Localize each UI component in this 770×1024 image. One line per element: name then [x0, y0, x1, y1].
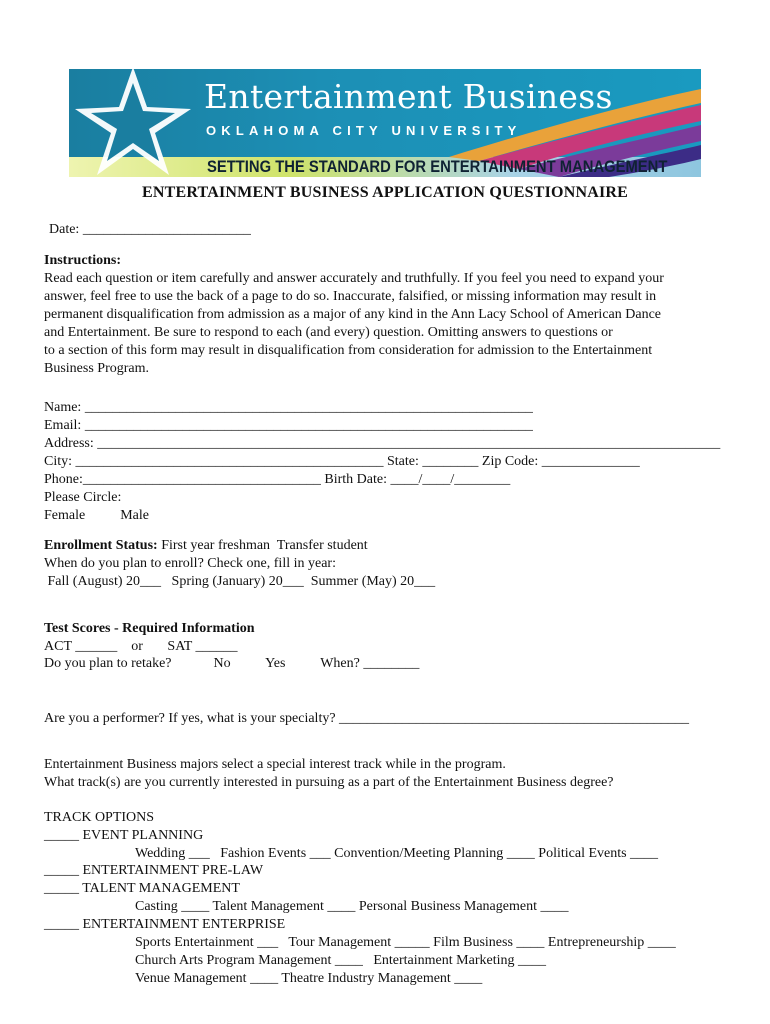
tracks-intro-line: What track(s) are you currently interested in pursuing as a part of the Entertainment Business degree?: [44, 775, 614, 790]
instructions-line: Business Program.: [44, 361, 149, 376]
track-enterprise-suboptions[interactable]: Sports Entertainment ___ Tour Management _____ Film Business ____ Entrepreneurship ____: [135, 935, 676, 950]
instructions-line: Read each question or item carefully and answer accurately and truthfully. If you feel you need to expand your: [44, 271, 664, 286]
instructions-line: and Entertainment. Be sure to respond to each (and every) question. Omitting answers to questions or: [44, 325, 613, 340]
track-entertainment-prelaw[interactable]: _____ ENTERTAINMENT PRE-LAW: [44, 863, 264, 878]
track-options-heading: TRACK OPTIONS: [44, 810, 155, 825]
track-talent-suboptions[interactable]: Casting ____ Talent Management ____ Personal Business Management ____: [135, 899, 569, 914]
track-event-planning[interactable]: _____ EVENT PLANNING: [44, 828, 204, 843]
instructions-heading: Instructions:: [44, 253, 122, 268]
track-entertainment-enterprise[interactable]: _____ ENTERTAINMENT ENTERPRISE: [44, 917, 286, 932]
enrollment-status-row[interactable]: [44, 537, 368, 555]
enroll-term-options[interactable]: Fall (August) 20___ Spring (January) 20___ Summer (May) 20___: [44, 574, 436, 589]
test-scores-heading: Test Scores - Required Information: [44, 621, 255, 636]
track-talent-management[interactable]: _____ TALENT MANAGEMENT: [44, 881, 240, 896]
name-field[interactable]: Name: ________________________________________________________________: [44, 400, 533, 415]
tracks-intro-line: Entertainment Business majors select a special interest track while in the program.: [44, 757, 506, 772]
document-title: ENTERTAINMENT BUSINESS APPLICATION QUESTIONNAIRE: [141, 184, 629, 201]
instructions-line: to a section of this form may result in disqualification from consideration for admission to the Entertainment: [44, 343, 653, 358]
enroll-when-question: When do you plan to enroll? Check one, fill in year:: [44, 556, 336, 571]
retake-question[interactable]: Do you plan to retake? No Yes When? ________: [44, 656, 420, 671]
banner-tagline: SETTING THE STANDARD FOR ENTERTAINMENT MANAGEMENT: [207, 157, 668, 176]
star-logo-icon: [71, 69, 201, 177]
date-field[interactable]: Date: ________________________: [49, 222, 251, 237]
performer-question[interactable]: Are you a performer? If yes, what is your specialty? __________________________________________________: [44, 711, 690, 726]
header-banner: [69, 69, 701, 177]
track-enterprise-suboptions[interactable]: Venue Management ____ Theatre Industry Management ____: [135, 971, 483, 986]
address-field[interactable]: Address: _________________________________________________________________________________________: [44, 436, 721, 451]
phone-birthdate-field[interactable]: Phone:__________________________________ Birth Date: ____/____/________: [44, 472, 511, 487]
enrollment-status-options[interactable]: First year freshman Transfer student: [157, 538, 368, 553]
enrollment-status-label: Enrollment Status:: [44, 538, 158, 553]
track-event-planning-suboptions[interactable]: Wedding ___ Fashion Events ___ Convention/Meeting Planning ____ Political Events ____: [135, 846, 659, 861]
instructions-line: answer, feel free to use the back of a page to do so. Inaccurate, falsified, or missing information may result in: [44, 289, 657, 304]
track-enterprise-suboptions[interactable]: Church Arts Program Management ____ Entertainment Marketing ____: [135, 953, 546, 968]
gender-options[interactable]: Female Male: [44, 508, 149, 523]
city-state-zip-field[interactable]: City: ____________________________________________ State: ________ Zip Code: ______________: [44, 454, 640, 469]
email-field[interactable]: Email: ________________________________________________________________: [44, 418, 533, 433]
act-sat-fields[interactable]: ACT ______ or SAT ______: [44, 639, 238, 654]
please-circle-label: Please Circle:: [44, 490, 122, 505]
instructions-line: permanent disqualification from admission as a major of any kind in the Ann Lacy School of American Dance: [44, 307, 661, 322]
banner-title: Entertainment Business: [204, 77, 613, 116]
banner-subtitle: OKLAHOMA CITY UNIVERSITY: [206, 123, 522, 138]
